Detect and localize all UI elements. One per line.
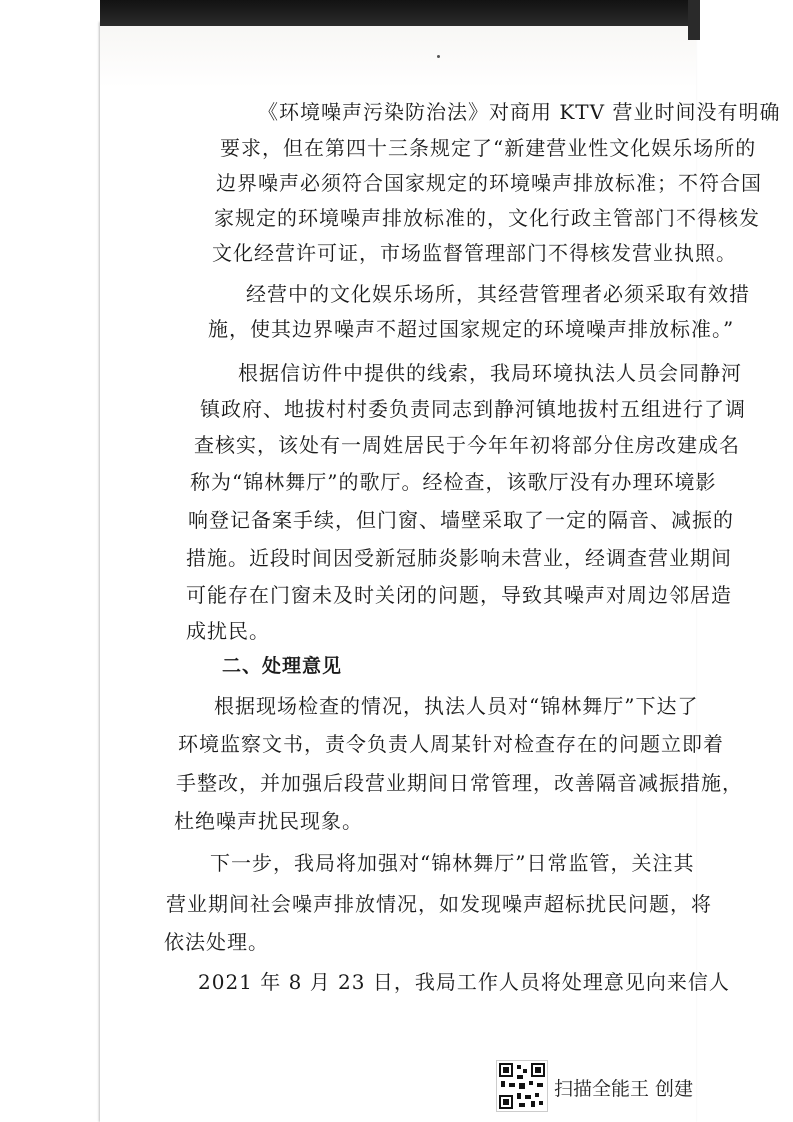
doc-line: 手整改，并加强后段营业期间日常管理，改善隔音减振措施， — [176, 771, 743, 795]
watermark-text: 扫描全能王 创建 — [554, 1078, 694, 1100]
doc-line: 查核实，该处有一周姓居民于今年年初将部分住房改建成名 — [194, 433, 740, 457]
doc-line: 2021 年 8 月 23 日，我局工作人员将处理意见向来信人 — [198, 970, 730, 994]
scan-shadow-corner — [688, 0, 700, 40]
doc-line: 施，使其边界噪声不超过国家规定的环境噪声排放标准。” — [208, 317, 735, 341]
doc-line: 要求，但在第四十三条规定了“新建营业性文化娱乐场所的 — [220, 136, 757, 160]
doc-line: 称为“锦林舞厅”的歌厅。经检查，该歌厅没有办理环境影 — [190, 470, 717, 494]
doc-line: 杜绝噪声扰民现象。 — [174, 809, 363, 833]
scanner-watermark — [496, 1060, 756, 1116]
doc-line: 可能存在门窗未及时关闭的问题，导致其噪声对周边邻居造 — [186, 583, 732, 607]
doc-line: 经营中的文化娱乐场所，其经营管理者必须采取有效措 — [246, 282, 750, 306]
doc-line: 依法处理。 — [164, 930, 269, 954]
doc-line: 成扰民。 — [186, 619, 270, 643]
doc-line: 营业期间社会噪声排放情况，如发现噪声超标扰民问题，将 — [166, 892, 712, 916]
doc-line: 边界噪声必须符合国家规定的环境噪声排放标准；不符合国 — [216, 171, 762, 195]
doc-line: 措施。近段时间因受新冠肺炎影响未营业，经调查营业期间 — [186, 546, 732, 570]
scan-margin — [0, 0, 100, 1122]
doc-line: 环境监察文书，责令负责人周某针对检查存在的问题立即着 — [178, 732, 724, 756]
scan-shadow-top — [100, 0, 700, 26]
section-heading: 二、处理意见 — [222, 655, 343, 677]
doc-line: 《环境噪声污染防治法》对商用 KTV 营业时间没有明确 — [258, 100, 781, 124]
scan-speck — [437, 55, 440, 58]
doc-line: 家规定的环境噪声排放标准的，文化行政主管部门不得核发 — [214, 206, 760, 230]
doc-line: 镇政府、地拔村村委负责同志到静河镇地拔村五组进行了调 — [200, 397, 746, 421]
doc-line: 响登记备案手续，但门窗、墙壁采取了一定的隔音、减振的 — [188, 508, 734, 532]
doc-line: 根据现场检查的情况，执法人员对“锦林舞厅”下达了 — [214, 694, 699, 718]
doc-line: 文化经营许可证，市场监督管理部门不得核发营业执照。 — [212, 241, 737, 265]
qr-code-icon — [496, 1060, 548, 1112]
doc-line: 下一步，我局将加强对“锦林舞厅”日常监管，关注其 — [210, 851, 695, 875]
doc-line: 根据信访件中提供的线索，我局环境执法人员会同静河 — [238, 361, 742, 385]
